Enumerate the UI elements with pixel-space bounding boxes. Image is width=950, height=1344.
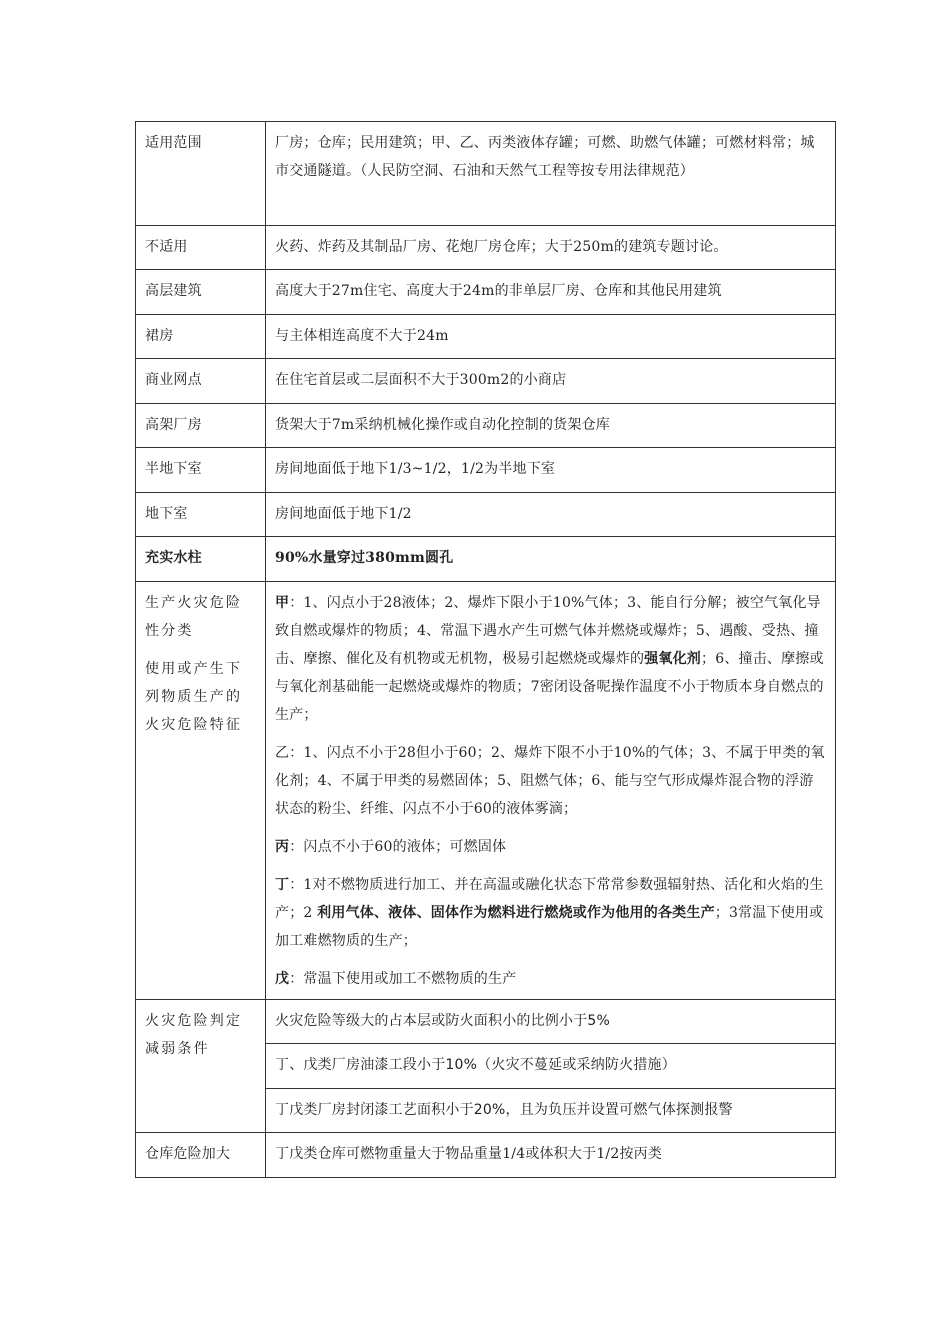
class-ding-text-2: ；3常温下使用或加工难燃物质的生产； <box>275 905 824 949</box>
fire-class-label-desc: 使用或产生下列物质生产的火灾危险特征 <box>145 661 243 733</box>
fire-code-table <box>135 121 836 1178</box>
reduction-item: 火灾危险等级大的占本层或防火面积小的比例小于5% <box>266 1000 836 1044</box>
row-content-not-applicable: 火药、炸药及其制品厂房、花炮厂房仓库；大于250m的建筑专题讨论。 <box>266 226 836 270</box>
class-wu-paragraph <box>275 965 827 993</box>
table-row <box>136 1000 836 1044</box>
class-wu-text: ：常温下使用或加工不燃物质的生产 <box>289 971 517 987</box>
table-row <box>136 270 836 315</box>
row-label-podium: 裙房 <box>136 315 266 359</box>
row-label-high-rack: 高架厂房 <box>136 404 266 448</box>
table-row <box>136 404 836 448</box>
reduction-item: 丁戊类厂房封闭漆工艺面积小于20%，且为负压并设置可燃气体探测报警 <box>266 1089 836 1133</box>
table-row <box>136 122 836 226</box>
row-label-scope: 适用范围 <box>136 122 266 226</box>
row-content-commercial: 在住宅首层或二层面积不大于300m2的小商店 <box>266 359 836 404</box>
table-row <box>136 1133 836 1178</box>
row-label-fire-class <box>136 582 266 1000</box>
table-row <box>136 448 836 493</box>
table-row <box>136 359 836 404</box>
class-ding-tag: 丁 <box>275 877 290 893</box>
row-content-fire-class <box>266 582 836 1000</box>
row-label-water-column: 充实水柱 <box>136 537 266 582</box>
row-label-warehouse: 仓库危险加大 <box>136 1133 266 1178</box>
row-content-warehouse: 丁戊类仓库可燃物重量大于物品重量1/4或体积大于1/2按丙类 <box>266 1133 836 1178</box>
row-content-scope: 厂房；仓库；民用建筑；甲、乙、丙类液体存罐；可燃、助燃气体罐；可燃材料常；城市交通隧道。（人民防空洞、石油和天然气工程等按专用法律规范） <box>266 122 836 226</box>
table-row <box>136 315 836 359</box>
row-content-water-column: 90%水量穿过380mm圆孔 <box>266 537 836 582</box>
row-content-podium: 与主体相连高度不大于24m <box>266 315 836 359</box>
reduction-item: 丁、戊类厂房油漆工段小于10%（火灾不蔓延或采纳防火措施） <box>266 1044 836 1089</box>
class-ding-paragraph <box>275 871 827 955</box>
row-content-basement: 房间地面低于地下1/2 <box>266 493 836 537</box>
table-row <box>136 226 836 270</box>
class-ding-bold: 利用气体、液体、固体作为燃料进行燃烧或作为他用的各类生产 <box>317 905 715 921</box>
class-yi-tag: 乙 <box>275 745 290 761</box>
row-label-high-rise: 高层建筑 <box>136 270 266 315</box>
row-label-reduction: 火灾危险判定减弱条件 <box>136 1000 266 1133</box>
class-jia-text-1: ：1、闪点小于28液体；2、爆炸下限小于10%气体；3、能自行分解；被空气氧化导致自燃或爆炸的物质；4、常温下遇水产生可燃气体并燃烧或爆炸；5、遇酸、受热、撞击、摩擦、催化及有机物或无机物，极易引起燃烧或爆炸的 <box>275 595 821 667</box>
table-row <box>136 537 836 582</box>
class-bing-text: ：闪点不小于60的液体；可燃固体 <box>289 839 507 855</box>
class-yi-text: ：1、闪点不小于28但小于60；2、爆炸下限不小于10%的气体；3、不属于甲类的氧化剂；4、不属于甲类的易燃固体；5、阻燃气体；6、能与空气形成爆炸混合物的浮游状态的粉尘、纤维、闪点不小于60的液体雾滴； <box>275 745 825 817</box>
row-content-high-rack: 货架大于7m采纳机械化操作或自动化控制的货架仓库 <box>266 404 836 448</box>
class-jia-bold: 强氧化剂 <box>644 651 702 667</box>
row-label-commercial: 商业网点 <box>136 359 266 404</box>
table-row <box>136 582 836 1000</box>
class-bing-paragraph <box>275 833 827 861</box>
class-jia-text-2: ；6、撞击、摩擦或与氧化剂基础能一起燃烧或爆炸的物质；7密闭设备呢操作温度不小于物质本身自燃点的生产； <box>275 651 824 723</box>
class-bing-tag: 丙 <box>275 839 290 855</box>
row-label-not-applicable: 不适用 <box>136 226 266 270</box>
class-ding-text-1: ：1对不燃物质进行加工、并在高温或融化状态下常常参数强辐射热、活化和火焰的生产；2 <box>275 877 824 921</box>
row-label-semi-basement: 半地下室 <box>136 448 266 493</box>
row-content-high-rise: 高度大于27m住宅、高度大于24m的非单层厂房、仓库和其他民用建筑 <box>266 270 836 315</box>
table-row <box>136 493 836 537</box>
class-wu-tag: 戊 <box>275 971 290 987</box>
row-content-semi-basement: 房间地面低于地下1/3~1/2，1/2为半地下室 <box>266 448 836 493</box>
class-jia-paragraph <box>275 589 827 729</box>
fire-class-label-title: 生产火灾危险性分类 <box>145 595 243 639</box>
class-jia-tag: 甲 <box>275 595 290 611</box>
class-yi-paragraph <box>275 739 827 823</box>
row-label-basement: 地下室 <box>136 493 266 537</box>
